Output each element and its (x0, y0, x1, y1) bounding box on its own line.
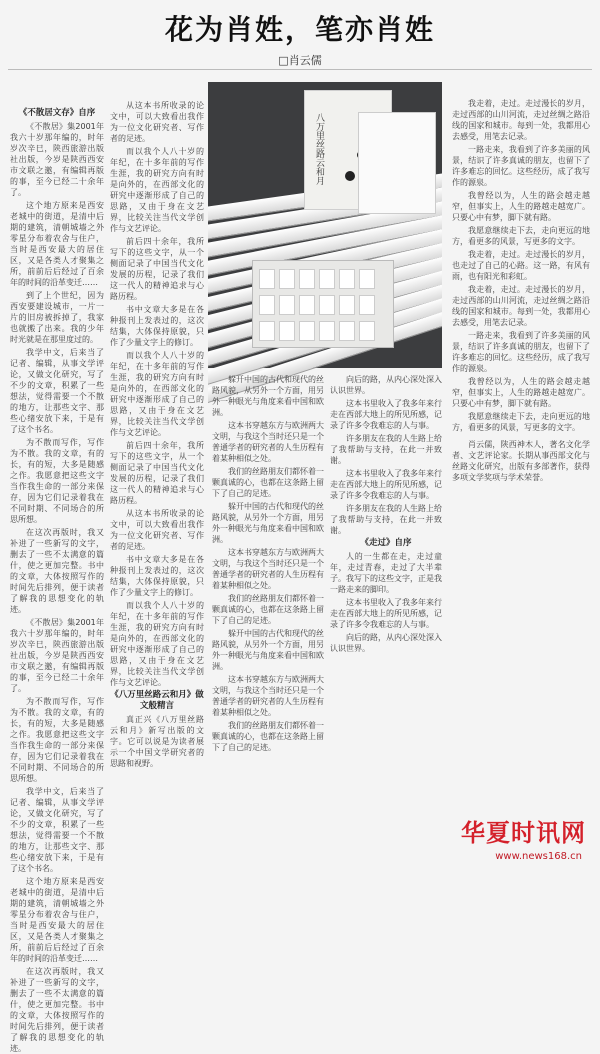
paragraph: 我愿意继续走下去，走向更远的地方，看更多的风景，写更多的文字。 (452, 226, 590, 246)
article-byline: □肖云儒 (278, 54, 322, 67)
column-4 (330, 374, 442, 852)
moon-icon (359, 121, 368, 130)
paragraph: 许多朋友在我的人生路上给了我帮助与支持，在此一并致谢。 (330, 434, 442, 465)
moon-icon (359, 113, 367, 121)
paragraph: 真正兴《八万里丝路云和月》新写出版的文字。它可以说是为读者展示一个中国文学研究者的思路和视野。 (110, 715, 204, 768)
paragraph: 这本书里收入了我多年来行走在西部大地上的所见所感，记录了许多令我难忘的人与事。 (330, 469, 442, 500)
paragraph: 许多朋友在我的人生路上给了我帮助与支持，在此一并致谢。 (330, 504, 442, 535)
article-title: 花为肖姓，笔亦肖姓 (164, 13, 435, 46)
paragraph: 向后的路，从内心深处深入认识世界。 (330, 633, 442, 653)
column-5 (452, 98, 590, 820)
moon-icon (359, 130, 365, 136)
illustration-tile (359, 295, 375, 315)
paragraph: 我走着，走过。走过漫长的岁月，也走过了自己的心路。这一路，有风有雨，也有阳光和彩虹。 (452, 250, 590, 281)
paragraph: 在这次再版时，我又补进了一些新写的文字，删去了一些不太满意的篇什，使之更加完整。书中的文章，大体按照写作的时间先后排列，便于读者了解我的思想变化的轨迹。 (10, 528, 104, 614)
paragraph: 躲开中国的古代和现代的丝路风貌，从另外一个方面，用另外一种眼光与角度来看中国和欧洲。 (212, 502, 324, 544)
title-rule (8, 69, 592, 70)
paragraph: 我们的丝路朋友们都怀着一颗真诚的心，也都在这条路上留下了自己的足迹。 (212, 594, 324, 625)
paragraph: 这本书穿越东方与欧洲两大文明，与我这个当时还只是一个普通学者的研究者的人生历程有着某种相似之处。 (212, 421, 324, 463)
illustration-tile (279, 295, 295, 315)
paragraph: 我们的丝路朋友们都怀着一颗真诚的心，也都在这条路上留下了自己的足迹。 (212, 467, 324, 498)
paragraph: 前后四十余年，我所写下的这些文字，从一个侧面记录了中国当代文化发展的历程，记录了我们这一代人的精神追求与心路历程。 (110, 237, 204, 301)
illustration-tile (279, 321, 295, 341)
paragraph: 我曾经以为，人生的路会越走越窄，但事实上，人生的路越走越宽广。只要心中有梦，脚下就有路。 (452, 191, 590, 222)
paragraph: 我愿意继续走下去，走向更远的地方，看更多的风景，写更多的文字。 (452, 412, 590, 432)
book-illustration-panel (252, 260, 394, 348)
illustration-tile (339, 321, 355, 341)
paragraph: 在这次再版时，我又补进了一些新写的文字，删去了一些不太满意的篇什，使之更加完整。书中的文章，大体按照写作的时间先后排列，便于读者了解我的思想变化的轨迹。 (10, 967, 104, 1053)
paragraph: 我曾经以为，人生的路会越走越窄，但事实上，人生的路越走越宽广。只要心中有梦，脚下就有路。 (452, 377, 590, 408)
paragraph: 人的一生都在走，走过童年，走过青春，走过了大半辈子。我写下的这些文字，正是我一路走来的脚印。 (330, 552, 442, 594)
illustration-tile (279, 269, 295, 289)
section-heading: 《八万里丝路云和月》做文般精言 (110, 690, 204, 711)
section-heading: 《不散居文存》自序 (18, 108, 96, 118)
illustration-tile (319, 269, 335, 289)
paragraph: 一路走来，我看到了许多美丽的风景，结识了许多真诚的朋友，也留下了许多难忘的回忆。这些经历，成了我写作的源泉。 (452, 331, 590, 373)
paragraph: 我学中文，后来当了记者、编辑，从事文学评论，又做文化研究，写了不少的文章，积累了一些想法，觉得需要一个不散的地方，让那些文字、那些心绪安放下来，于是有了这个书名。 (10, 787, 104, 873)
illustration-tile (299, 269, 315, 289)
illustration-tile (259, 269, 275, 289)
paragraph: 我学中文，后来当了记者、编辑，从事文学评论，又做文化研究，写了不少的文章，积累了一些想法，觉得需要一个不散的地方，让那些文字、那些心绪安放下来，于是有了这个书名。 (10, 348, 104, 434)
paragraph: 躲开中国的古代和现代的丝路风貌，从另外一个方面，用另外一种眼光与角度来看中国和欧洲。 (212, 629, 324, 671)
watermark-url: www.news168.cn (495, 851, 582, 862)
paragraph: 《不散居》集2001年我六十岁那年编的，时年岁次辛巳，陕西旅游出版社出版，今岁是陕西西安市文联之邀，有编辑再版的事，至今已经二十余年了。 (10, 618, 104, 693)
paragraph: 而以我个人八十岁的年纪，在十多年前的写作生涯，我的研究方向有时是向外的，在西部文化的研究中逐渐形成了自己的思路，又由于身在文艺界，比较关注当代文学创作与文艺评论。 (110, 147, 204, 233)
illustration-tile (299, 321, 315, 341)
watermark-brand: 华夏时讯网 (461, 819, 586, 847)
book-cover-title: 八万里丝路云和月 (314, 113, 324, 185)
paragraph: 书中文章大多是在各种报刊上发表过的，这次结集，大体保持原貌，只作了少量文字上的修订。 (110, 555, 204, 597)
illustration-tile (299, 295, 315, 315)
paragraph: 这本书穿越东方与欧洲两大文明，与我这个当时还只是一个普通学者的研究者的人生历程有着某种相似之处。 (212, 548, 324, 590)
paragraph: 《不散居》集2001年我六十岁那年编的，时年岁次辛巳，陕西旅游出版社出版，今岁是陕西西安市文联之邀，有编辑再版的事，至今已经二十余年了。 (10, 122, 104, 197)
column-2 (110, 100, 204, 852)
illustration-tile (259, 321, 275, 341)
illustration-tile (319, 295, 335, 315)
moon-icon (345, 171, 355, 181)
author-bio: 肖云儒，陕西神木人，著名文化学者、文艺评论家。长期从事西部文化与丝路文化研究，出版有多部著作，获得多项文学奖项与学术荣誉。 (452, 440, 590, 482)
paragraph: 这个地方原来是西安老城中的街道，是清中后期的建筑，清朝城墙之外零星分布着农舍与住户，当时是西安最大的居住区，又是各类人才聚集之所，前前后后经过了百余年的时间的沿革变迁…… (10, 877, 104, 963)
column-3 (212, 374, 324, 852)
paragraph: 我走着，走过。走过漫长的岁月，走过西部的山川河流，走过丝绸之路沿线的国家和城市。每到一处，我都用心去感受，用笔去记录。 (452, 285, 590, 327)
paragraph: 我走着，走过。走过漫长的岁月，走过西部的山川河流，走过丝绸之路沿线的国家和城市。每到一处，我都用心去感受，用笔去记录。 (452, 99, 590, 141)
paragraph: 而以我个人八十岁的年纪，在十多年前的写作生涯，我的研究方向有时是向外的，在西部文化的研究中逐渐形成了自己的思路，又由于身在文艺界，比较关注当代文学创作与文艺评论。 (110, 601, 204, 687)
paragraph: 为不散而写作，写作为不散。我的文章，有的长，有的短，大多是随感之作。我愿意把这些文字当作我生命的一部分来保存，因为它们记录着我在不同时期、不同场合的所思所想。 (10, 697, 104, 783)
paragraph: 而以我个人八十岁的年纪，在十多年前的写作生涯，我的研究方向有时是向外的，在西部文化的研究中逐渐形成了自己的思路，又由于身在文艺界，比较关注当代文学创作与文艺评论。 (110, 351, 204, 437)
paragraph: 这个地方原来是西安老城中的街道，是清中后期的建筑，清朝城墙之外零星分布着农舍与住户，当时是西安最大的居住区，又是各类人才聚集之所，前前后后经过了百余年的时间的沿革变迁…… (10, 201, 104, 287)
book-photo (208, 82, 442, 368)
paragraph: 为不散而写作，写作为不散。我的文章，有的长，有的短，大多是随感之作。我愿意把这些文字当作我生命的一部分来保存，因为它们记录着我在不同时期、不同场合的所思所想。 (10, 438, 104, 524)
paragraph: 从这本书所收录的论文中，可以大致看出我作为一位文化研究者、写作者的足迹。 (110, 101, 204, 143)
illustration-tile (339, 269, 355, 289)
paragraph: 从这本书所收录的论文中，可以大致看出我作为一位文化研究者、写作者的足迹。 (110, 509, 204, 551)
paragraph: 向后的路，从内心深处深入认识世界。 (330, 375, 442, 395)
illustration-tile (339, 295, 355, 315)
paragraph: 到了上个世纪，因为西安要建设城市，一片一片的旧房被拆掉了，我家也就搬了出来。我的少年时光就是在那里度过的。 (10, 291, 104, 344)
column-1 (10, 108, 104, 1053)
paragraph: 这本书穿越东方与欧洲两大文明，与我这个当时还只是一个普通学者的研究者的人生历程有着某种相似之处。 (212, 675, 324, 717)
paragraph: 一路走来，我看到了许多美丽的风景，结识了许多真诚的朋友，也留下了许多难忘的回忆。这些经历，成了我写作的源泉。 (452, 145, 590, 187)
section-heading: 《走过》自序 (360, 538, 412, 548)
paragraph: 躲开中国的古代和现代的丝路风貌，从另外一个方面，用另外一种眼光与角度来看中国和欧洲。 (212, 375, 324, 417)
paragraph: 我们的丝路朋友们都怀着一颗真诚的心，也都在这条路上留下了自己的足迹。 (212, 721, 324, 752)
illustration-tile (259, 295, 275, 315)
paragraph: 这本书里收入了我多年来行走在西部大地上的所见所感，记录了许多令我难忘的人与事。 (330, 399, 442, 430)
book-cover-back (358, 112, 436, 214)
illustration-tile (319, 321, 335, 341)
paragraph: 书中文章大多是在各种报刊上发表过的，这次结集，大体保持原貌，只作了少量文字上的修订。 (110, 305, 204, 347)
illustration-tile (359, 321, 375, 341)
paragraph: 前后四十余年，我所写下的这些文字，从一个侧面记录了中国当代文化发展的历程，记录了我们这一代人的精神追求与心路历程。 (110, 441, 204, 505)
paragraph: 这本书里收入了我多年来行走在西部大地上的所见所感，记录了许多令我难忘的人与事。 (330, 598, 442, 629)
illustration-tile (359, 269, 375, 289)
